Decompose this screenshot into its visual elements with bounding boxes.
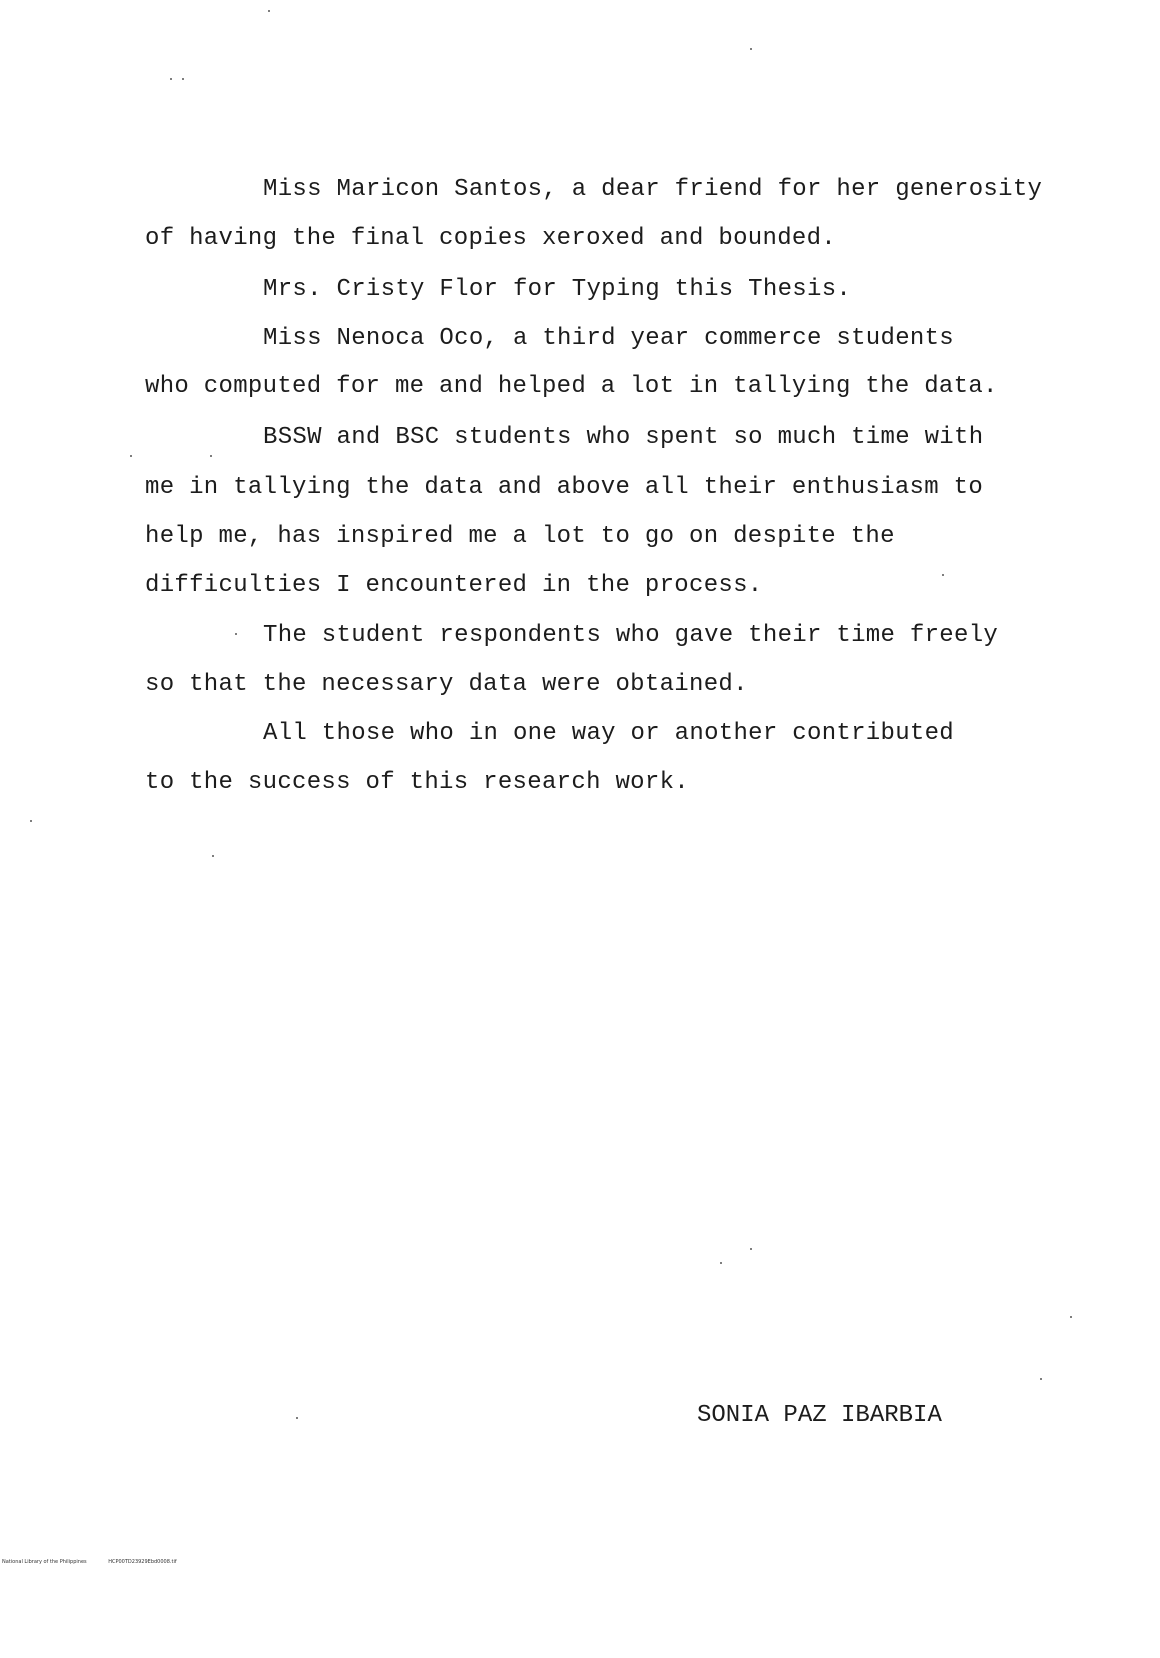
text-line: All those who in one way or another contributed <box>263 720 955 747</box>
footer-library: National Library of the Philippines <box>2 1559 87 1565</box>
signature-name: SONIA PAZ IBARBIA <box>697 1402 942 1429</box>
text-line: to the success of this research work. <box>145 769 689 796</box>
footer-file-code: HCP00TD23929Ebd0008.tif <box>108 1559 177 1565</box>
scan-speck <box>212 855 214 857</box>
scan-speck <box>296 1417 298 1419</box>
text-line: so that the necessary data were obtained. <box>145 671 748 698</box>
text-line: difficulties I encountered in the process. <box>145 572 763 599</box>
scan-speck <box>750 48 752 50</box>
scan-speck <box>30 820 32 822</box>
scan-speck <box>210 455 212 457</box>
scan-speck <box>268 10 270 12</box>
scan-speck <box>170 78 172 80</box>
text-line: help me, has inspired me a lot to go on despite the <box>145 523 895 550</box>
text-line: of having the final copies xeroxed and bounded. <box>145 225 837 252</box>
scan-speck <box>1040 1378 1042 1380</box>
scan-speck <box>942 574 944 576</box>
scan-speck <box>130 455 132 457</box>
text-line: Miss Maricon Santos, a dear friend for her generosity <box>263 176 1043 203</box>
scan-footer <box>2 1559 177 1565</box>
text-line: Miss Nenoca Oco, a third year commerce students <box>263 325 955 352</box>
scan-speck <box>182 78 184 80</box>
text-line: The student respondents who gave their time freely <box>263 622 999 649</box>
text-line: Mrs. Cristy Flor for Typing this Thesis. <box>263 276 852 303</box>
text-line: me in tallying the data and above all their enthusiasm to <box>145 474 984 501</box>
scan-speck <box>235 633 237 635</box>
scan-speck <box>1070 1316 1072 1318</box>
scan-speck <box>750 1248 752 1250</box>
text-line: who computed for me and helped a lot in tallying the data. <box>145 373 998 400</box>
text-line: BSSW and BSC students who spent so much time with <box>263 424 984 451</box>
scan-speck <box>720 1262 722 1264</box>
